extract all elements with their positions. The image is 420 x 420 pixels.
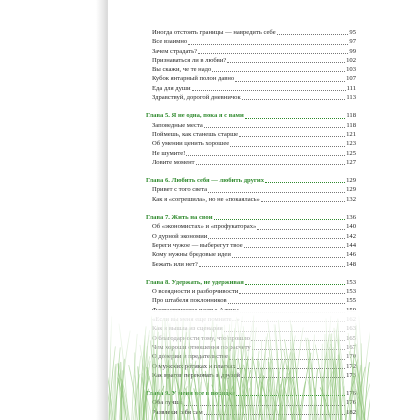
toc-entry-page: 97 (349, 38, 356, 46)
toc-entry-page: 129 (346, 186, 356, 194)
chapter-heading (146, 213, 356, 222)
toc-entry-page: 132 (346, 195, 356, 203)
dot-leader (235, 81, 345, 82)
dot-leader (192, 90, 346, 91)
chapter-heading-title: Глава 5. Я не одна, пока я с вами (146, 112, 244, 120)
toc-entry-page: 123 (346, 140, 356, 148)
dot-leader (196, 164, 346, 165)
toc-entry-title: Про штабеля поклонников (152, 297, 227, 305)
toc-entry-title: Ловите момент (152, 158, 195, 166)
toc-entry-page: 140 (346, 223, 356, 231)
dot-leader (228, 303, 345, 304)
toc-entry (146, 93, 356, 102)
toc-entry (146, 185, 356, 194)
toc-entry (146, 74, 356, 83)
toc-entry (146, 130, 356, 139)
dot-leader (199, 266, 345, 267)
toc-entry-page: 102 (346, 56, 356, 64)
toc-entry (146, 250, 356, 259)
toc-entry (146, 37, 356, 46)
chapter-heading-page: 118 (346, 112, 356, 120)
toc-entry (146, 232, 356, 241)
dot-leader (208, 238, 345, 239)
toc-entry-page: 99 (349, 47, 356, 55)
toc-entry (146, 158, 356, 167)
toc-entry (146, 149, 356, 158)
toc-entry-title: Заповедные места (152, 121, 203, 129)
toc-entry-title: Зачем страдать? (152, 47, 198, 55)
toc-entry (146, 47, 356, 56)
toc-entry (146, 287, 356, 296)
toc-entry-title: Береги чужое — выберегут твое (152, 241, 243, 249)
toc-entry-title: Еда для души (152, 84, 191, 92)
dot-leader (242, 99, 346, 100)
chapter-heading (146, 111, 356, 120)
toc-entry-title: Поймешь, как станешь старше (152, 130, 239, 138)
chapter-heading-title: Глава 7. Жить на свои (146, 214, 213, 222)
chapter-heading-title: Глава 6. Любить себя — любить других (146, 177, 265, 185)
grass-illustration (108, 310, 370, 420)
toc-entry-page: 95 (349, 29, 356, 36)
toc-entry-title: Об умении ценить хорошее (152, 140, 230, 148)
toc-entry-title: О всеядности и разборчивости (152, 288, 239, 296)
spine-shadow (96, 0, 108, 420)
dot-leader (261, 201, 345, 202)
chapter-heading (146, 278, 356, 287)
toc-entry-page: 107 (346, 75, 356, 83)
dot-leader (245, 118, 345, 119)
toc-entry (146, 65, 356, 74)
chapter-heading-title: Глава 8. Удержать, не удерживая (146, 278, 244, 286)
toc-entry-title: Признаваться ли в любви? (152, 56, 227, 64)
toc-entry-page: 125 (346, 149, 356, 157)
toc-entry-title: Об «экономистах» и «профукаторах» (152, 223, 257, 231)
dot-leader (257, 229, 345, 230)
toc-entry (146, 84, 356, 93)
dot-leader (232, 257, 345, 258)
dot-leader (186, 155, 345, 156)
toc-entry-title: Иногда отстоять границы — навредить себе (152, 29, 276, 36)
toc-entry-title: Кубок янтарный полон давно (152, 75, 235, 83)
toc-entry-page: 142 (346, 232, 356, 240)
toc-entry (146, 121, 356, 130)
toc-entry (146, 139, 356, 148)
toc-entry-title: О дурной экономии (152, 232, 208, 240)
toc-entry-page: 155 (346, 297, 356, 305)
toc-entry (146, 195, 356, 204)
book-page (108, 0, 370, 420)
dot-leader (244, 247, 345, 248)
toc-entry (146, 296, 356, 305)
toc-entry-page: 144 (346, 241, 356, 249)
toc-entry (146, 28, 356, 37)
chapter-heading-page: 129 (346, 177, 356, 185)
dot-leader (245, 284, 345, 285)
toc-entry-page: 118 (346, 121, 356, 129)
dot-leader (214, 219, 346, 220)
toc-entry-title: Привет с того света (152, 186, 208, 194)
toc-entry-title: Вы скажи, че те надо (152, 66, 212, 74)
dot-leader (204, 127, 345, 128)
toc-entry-page: 111 (346, 84, 356, 92)
toc-entry-title: Бежать или нет? (152, 260, 198, 268)
toc-entry-page: 127 (346, 158, 356, 166)
dot-leader (230, 146, 345, 147)
toc-entry (146, 222, 356, 231)
toc-entry (146, 241, 356, 250)
toc-entry (146, 260, 356, 269)
chapter-heading (146, 176, 356, 185)
dot-leader (227, 62, 345, 63)
dot-leader (188, 44, 348, 45)
toc-entry (146, 56, 356, 65)
toc-entry-title: Как я «согрешила», но не «покаялась» (152, 195, 260, 203)
toc-entry-page: 113 (346, 94, 356, 102)
dot-leader (212, 71, 345, 72)
dot-leader (277, 34, 349, 35)
dot-leader (239, 136, 345, 137)
chapter-heading-page: 153 (346, 278, 356, 286)
toc-entry-page: 146 (346, 251, 356, 259)
toc-entry-page: 121 (346, 130, 356, 138)
toc-entry-page: 148 (346, 260, 356, 268)
dot-leader (208, 192, 345, 193)
dot-leader (265, 182, 345, 183)
toc-entry-page: 153 (346, 288, 356, 296)
toc-entry-title: Все взаимно (152, 38, 188, 46)
dot-leader (198, 53, 348, 54)
toc-entry-page: 103 (346, 66, 356, 74)
toc-entry-title: Не шумите! (152, 149, 186, 157)
dot-leader (239, 293, 345, 294)
toc-entry-title: Кому нужны бредовые идеи (152, 251, 231, 259)
toc-entry-title: Здравствуй, дорогой дневничок (152, 94, 241, 102)
chapter-heading-page: 136 (346, 214, 356, 222)
